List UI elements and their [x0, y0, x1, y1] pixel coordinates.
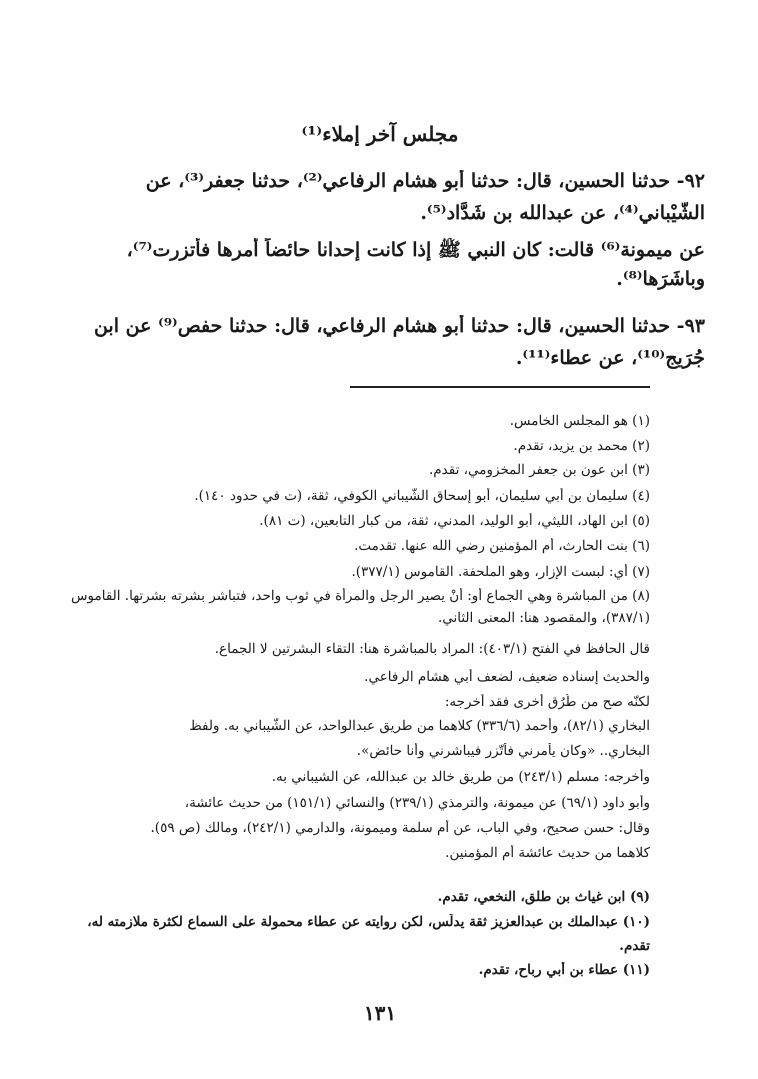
page-number: ١٣١ — [363, 1001, 397, 1025]
footnote-8-line-8: وأخرجه: مسلم (٢٤٣/١) من طريق خالد بن عبدالله، عن الشيباني به. — [271, 769, 650, 785]
footnote-4: (٤) سليمان بن أبي سليمان، أبو إسحاق الشَّيباني الكوفي، ثقة، (ت في حدود ١٤٠). — [194, 488, 650, 504]
footnote-1: (١) هو المجلس الخامس. — [509, 413, 650, 429]
footnote-7: (٧) أي: لبست الإزار، وهو الملحفة. القاموس (٣٧٧/١). — [351, 564, 650, 580]
footnote-8-line-5: لكنّه صح من طُرُق أخرى فقد أخرجه: — [444, 694, 650, 710]
footnote-8-line-2: (٣٨٧/١)، والمقصود هنا: المعنى الثاني. — [437, 610, 650, 626]
footnote-separator — [350, 386, 650, 388]
main-text-line-1: ٩٢- حدثنا الحسين، قال: حدثنا أبو هشام الرفاعي⁽²⁾، حدثنا جعفر⁽³⁾، عن — [145, 170, 705, 192]
footnote-8-line-9: وأبو داود (٦٩/١) عن ميمونة، والترمذي (٢٣٩/١) والنسائي (١٥١/١) من حديث عائشة، — [184, 795, 650, 811]
main-text-line-2: الشَّيْباني⁽⁴⁾، عن عبدالله بن شَدَّاد⁽⁵⁾. — [420, 202, 705, 224]
footnote-8-line-10: وقال: حسن صحيح، وفي الباب، عن أم سلمة وميمونة، والدارمي (٢٤٢/١)، ومالك (ص ٥٩). — [150, 820, 650, 836]
footnote-2: (٢) محمد بن يزيد، تقدم. — [513, 438, 650, 454]
footnote-3: (٣) ابن عون بن جعفر المخزومي، تقدم. — [429, 462, 650, 478]
footnote-8-line-4: والحديث إسناده ضعيف، لضعف أبي هشام الرفاعي. — [364, 669, 650, 685]
footnote-8-line-6: البخاري (٨٢/١)، وأحمد (٣٣٦/٦) كلاهما من طريق عبدالواحد، عن الشَّيباني به. ولفظ — [189, 718, 650, 734]
main-text-line-4: وباشَرَها⁽⁸⁾. — [616, 268, 705, 290]
footnote-9: (٩) ابن غياث بن طلق، النخعي، تقدم. — [437, 889, 650, 905]
footnote-11: (١١) عطاء بن أبي رباح، تقدم. — [478, 962, 650, 978]
footnote-10-line-1: (١٠) عبدالملك بن عبدالعزيز ثقة يدلّس، لكن روايته عن عطاء محمولة على السماع لكثرة ملازمته له، — [87, 914, 650, 930]
footnote-8-line-11: كلاهما من حديث عائشة أم المؤمنين. — [445, 845, 650, 861]
main-text-line-5: ٩٣- حدثنا الحسين، قال: حدثنا أبو هشام الرفاعي، قال: حدثنا حفص⁽⁹⁾ عن ابن — [93, 315, 705, 337]
footnote-5: (٥) ابن الهاد، الليثي، أبو الوليد، المدني، ثقة، من كبار التابعين، (ت ٨١). — [259, 513, 650, 529]
main-text-line-3: عن ميمونة⁽⁶⁾ قالت: كان النبي ﷺ إذا كانت إحدانا حائضاً أمرها فأتزرت⁽⁷⁾، — [126, 239, 705, 261]
footnote-10-line-2: تقدم. — [619, 938, 650, 954]
footnote-8-line-3: قال الحافظ في الفتح (٤٠٣/١): المراد بالمباشرة هنا: التقاء البشرتين لا الجماع. — [214, 641, 650, 657]
footnote-8-line-1: (٨) من المباشرة وهي الجماع أو: أنْ يصير الرجل والمرأة في ثوب واحد، فتباشر بشرته بشرتها. القاموس — [71, 588, 650, 604]
footnote-6: (٦) بنت الحارث، أم المؤمنين رضي الله عنها. تقدمت. — [354, 538, 650, 554]
section-heading: مجلس آخر إملاء⁽¹⁾ — [301, 122, 459, 146]
main-text-line-6: جُرَيج⁽¹⁰⁾، عن عطاء⁽¹¹⁾. — [515, 347, 705, 369]
footnote-8-line-7: البخاري.. «وكان يأمرني فأتّزر فيباشرني وأنا حائض». — [356, 743, 650, 759]
